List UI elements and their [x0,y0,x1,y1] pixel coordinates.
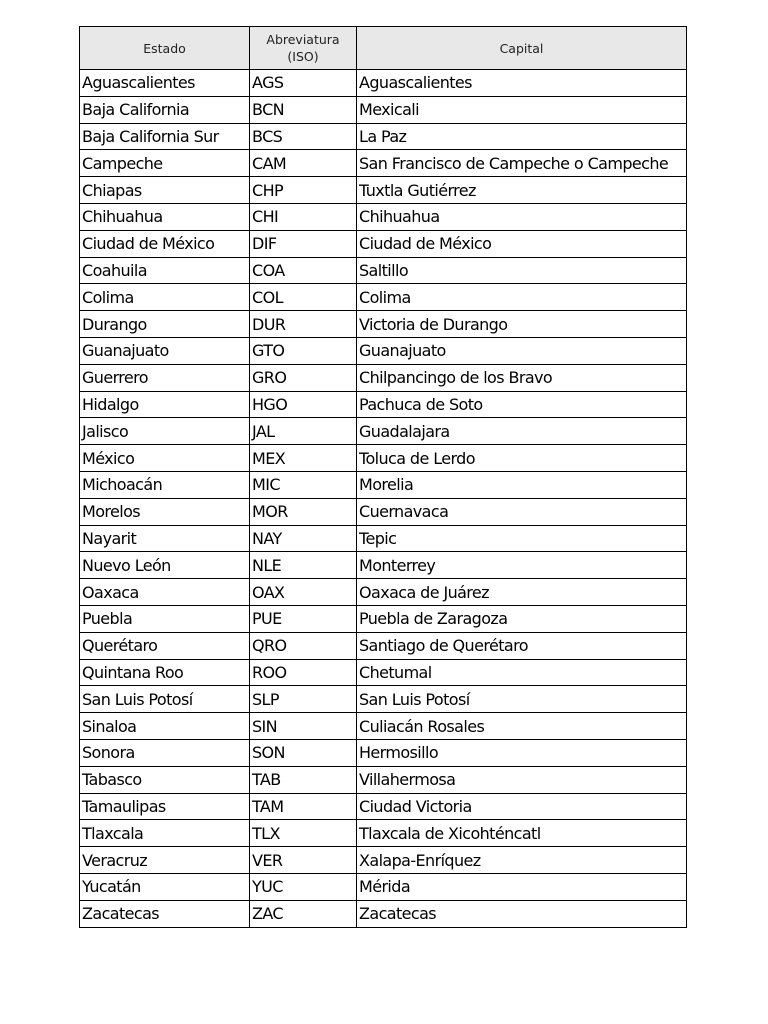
header-row [80,27,687,70]
cell-estado: Querétaro [80,632,250,659]
cell-capital: Cuernavaca [357,498,687,525]
cell-estado: Durango [80,311,250,338]
table-body [80,70,687,928]
table-row [80,659,687,686]
cell-abreviatura: ROO [250,659,357,686]
table-row [80,739,687,766]
cell-capital: Guadalajara [357,418,687,445]
table-row [80,793,687,820]
cell-capital: Tlaxcala de Xicohténcatl [357,820,687,847]
cell-abreviatura: SIN [250,713,357,740]
cell-capital: Ciudad Victoria [357,793,687,820]
cell-abreviatura: TAM [250,793,357,820]
cell-estado: Morelos [80,498,250,525]
table-row [80,311,687,338]
cell-capital: Chihuahua [357,203,687,230]
table-row [80,579,687,606]
table-row [80,284,687,311]
table-row [80,445,687,472]
cell-capital: Ciudad de México [357,230,687,257]
cell-capital: San Francisco de Campeche o Campeche [357,150,687,177]
cell-capital: Saltillo [357,257,687,284]
table-row [80,391,687,418]
table-row [80,552,687,579]
cell-abreviatura: AGS [250,70,357,97]
table-row [80,337,687,364]
table-row [80,686,687,713]
cell-capital: Villahermosa [357,766,687,793]
cell-estado: Baja California [80,96,250,123]
cell-abreviatura: CHI [250,203,357,230]
cell-abreviatura: JAL [250,418,357,445]
cell-abreviatura: CHP [250,177,357,204]
cell-estado: Ciudad de México [80,230,250,257]
cell-abreviatura: CAM [250,150,357,177]
cell-estado: Nayarit [80,525,250,552]
cell-estado: Jalisco [80,418,250,445]
cell-estado: Guerrero [80,364,250,391]
cell-estado: Campeche [80,150,250,177]
cell-estado: Guanajuato [80,337,250,364]
cell-estado: Yucatán [80,873,250,900]
cell-abreviatura: COL [250,284,357,311]
cell-capital: San Luis Potosí [357,686,687,713]
table-row [80,847,687,874]
table-row [80,230,687,257]
cell-estado: Colima [80,284,250,311]
header-abreviatura [250,27,357,70]
cell-capital: Oaxaca de Juárez [357,579,687,606]
cell-abreviatura: BCN [250,96,357,123]
cell-abreviatura: HGO [250,391,357,418]
table-row [80,873,687,900]
cell-abreviatura: COA [250,257,357,284]
cell-capital: Mexicali [357,96,687,123]
table-row [80,418,687,445]
cell-estado: Zacatecas [80,900,250,927]
cell-abreviatura: PUE [250,605,357,632]
table-row [80,498,687,525]
cell-estado: Nuevo León [80,552,250,579]
table-row [80,257,687,284]
table-row [80,471,687,498]
cell-capital: Morelia [357,471,687,498]
table-row [80,525,687,552]
cell-estado: Oaxaca [80,579,250,606]
cell-capital: Santiago de Querétaro [357,632,687,659]
cell-abreviatura: TAB [250,766,357,793]
cell-estado: Michoacán [80,471,250,498]
table-row [80,605,687,632]
cell-abreviatura: OAX [250,579,357,606]
cell-capital: Hermosillo [357,739,687,766]
cell-estado: Sinaloa [80,713,250,740]
cell-capital: Tepic [357,525,687,552]
table-row [80,632,687,659]
table-header [80,27,687,70]
cell-estado: Tabasco [80,766,250,793]
cell-estado: Coahuila [80,257,250,284]
cell-abreviatura: YUC [250,873,357,900]
table-row [80,713,687,740]
table-row [80,150,687,177]
cell-estado: Hidalgo [80,391,250,418]
cell-capital: Culiacán Rosales [357,713,687,740]
table-row [80,203,687,230]
cell-capital: Guanajuato [357,337,687,364]
cell-abreviatura: NLE [250,552,357,579]
header-capital: Capital [357,27,687,70]
cell-abreviatura: BCS [250,123,357,150]
cell-capital: Colima [357,284,687,311]
header-estado: Estado [80,27,250,70]
cell-capital: Mérida [357,873,687,900]
cell-estado: Veracruz [80,847,250,874]
cell-capital: Aguascalientes [357,70,687,97]
cell-estado: Puebla [80,605,250,632]
table-row [80,96,687,123]
cell-capital: Tuxtla Gutiérrez [357,177,687,204]
cell-estado: Aguascalientes [80,70,250,97]
header-abreviatura-line2: (ISO) [287,49,319,64]
cell-estado: Tamaulipas [80,793,250,820]
cell-capital: Victoria de Durango [357,311,687,338]
cell-abreviatura: QRO [250,632,357,659]
cell-estado: México [80,445,250,472]
cell-estado: Chiapas [80,177,250,204]
cell-abreviatura: ZAC [250,900,357,927]
table-row [80,364,687,391]
header-abreviatura-line1: Abreviatura [266,32,340,47]
cell-abreviatura: VER [250,847,357,874]
table-row [80,177,687,204]
cell-capital: Chetumal [357,659,687,686]
cell-abreviatura: MIC [250,471,357,498]
cell-abreviatura: SLP [250,686,357,713]
table-row [80,900,687,927]
cell-estado: Chihuahua [80,203,250,230]
cell-capital: Zacatecas [357,900,687,927]
table-row [80,820,687,847]
cell-capital: Monterrey [357,552,687,579]
cell-capital: Chilpancingo de los Bravo [357,364,687,391]
cell-abreviatura: NAY [250,525,357,552]
cell-capital: Puebla de Zaragoza [357,605,687,632]
table-row [80,123,687,150]
states-table [79,26,687,928]
cell-capital: Xalapa-Enríquez [357,847,687,874]
cell-estado: Baja California Sur [80,123,250,150]
cell-capital: Pachuca de Soto [357,391,687,418]
cell-abreviatura: MEX [250,445,357,472]
cell-estado: Sonora [80,739,250,766]
states-table-container [79,26,687,928]
cell-capital: La Paz [357,123,687,150]
cell-abreviatura: SON [250,739,357,766]
cell-abreviatura: TLX [250,820,357,847]
cell-estado: San Luis Potosí [80,686,250,713]
cell-estado: Quintana Roo [80,659,250,686]
cell-abreviatura: DIF [250,230,357,257]
table-row [80,70,687,97]
cell-abreviatura: MOR [250,498,357,525]
cell-capital: Toluca de Lerdo [357,445,687,472]
table-row [80,766,687,793]
cell-abreviatura: GRO [250,364,357,391]
cell-abreviatura: GTO [250,337,357,364]
cell-abreviatura: DUR [250,311,357,338]
cell-estado: Tlaxcala [80,820,250,847]
